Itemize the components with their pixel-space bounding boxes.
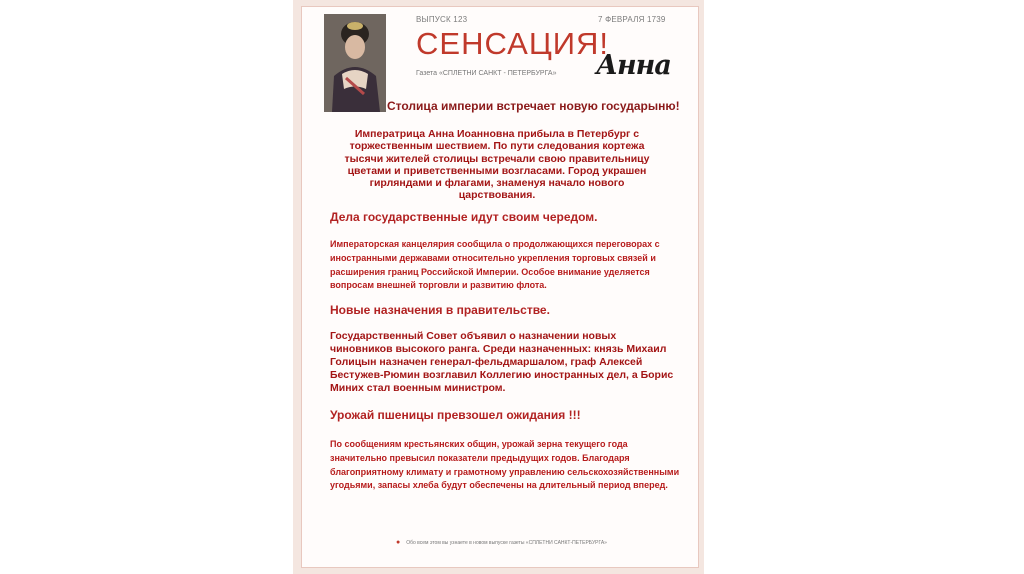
section-title-harvest: Урожай пшеницы превзошел ожидания !!! <box>330 408 581 422</box>
section-title-state-affairs: Дела государственные идут своим чередом. <box>330 210 598 224</box>
portrait-image <box>324 14 386 112</box>
section-body-appointments: Государственный Совет объявил о назначении новых чиновников высокого ранга. Среди назначенных: князь Михаил Голицын назначен генерал-фельдмаршалом, граф Алексей Бестужев-Рюмин возглавил Коллегию иностранных дел, а Борис Миних стал военным министром. <box>330 330 674 394</box>
lead-paragraph: Императрица Анна Иоанновна прибыла в Петербург с торжественным шествием. По пути следования кортежа тысячи жителей столицы встречали свою правительницу цветами и приветственными возгласами. Город украшен гирляндами и флагами, знаменуя начало нового царствования. <box>344 128 650 202</box>
main-headline: Столица империи встречает новую государыню! <box>387 99 680 113</box>
footer-note <box>396 539 607 546</box>
section-body-harvest: По сообщениям крестьянских общин, урожай зерна текущего года значительно превысил показатели предыдущих годов. Благодаря благоприятному климату и грамотному управлению сельскохозяйственными угодьями, запасы хлеба будут обеспечены на длительный период вперед. <box>330 439 680 491</box>
bullet-icon: ● <box>396 539 401 546</box>
issue-date: 7 ФЕВРАЛЯ 1739 <box>598 15 666 24</box>
signature: Анна <box>596 50 671 81</box>
issue-number: ВЫПУСК 123 <box>416 15 468 24</box>
newspaper-title: СЕНСАЦИЯ! <box>416 26 610 61</box>
footer-text: Обо всем этом вы узнаете в новом выпуске газеты «СПЛЕТНИ САНКТ-ПЕТЕРБУРГА» <box>406 540 607 546</box>
empress-portrait <box>324 14 386 112</box>
section-title-appointments: Новые назначения в правительстве. <box>330 303 550 317</box>
paper-name: Газета «СПЛЕТНИ САНКТ - ПЕТЕРБУРГА» <box>416 70 557 77</box>
section-body-state-affairs: Императорская канцелярия сообщила о продолжающихся переговорах с иностранными державами относительно укрепления торговых связей и расширения границ Российской Империи. Особое внимание уделяется вопросам внешней торговли и развитию флота. <box>330 239 660 291</box>
